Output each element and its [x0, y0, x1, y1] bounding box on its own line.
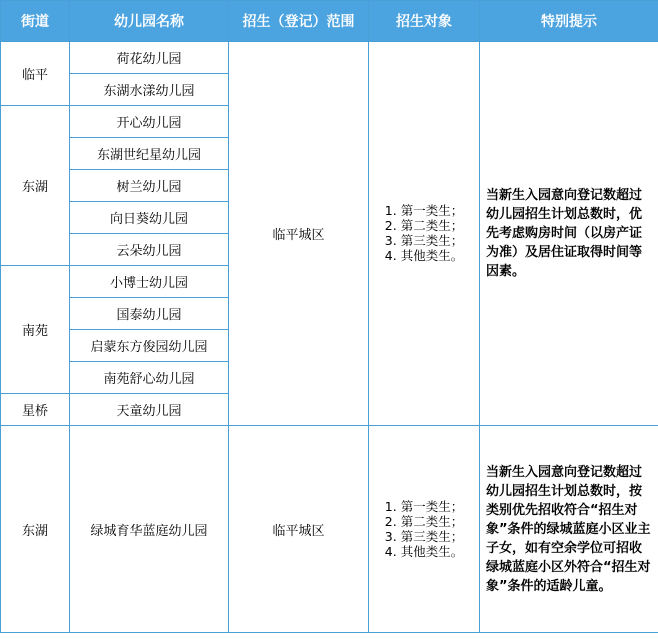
kindergarten-cell: 荷花幼儿园 [70, 42, 229, 74]
target-item: 2. 第二类生； [384, 218, 464, 233]
target-item: 4. 其他类生。 [384, 248, 464, 263]
target-item: 1. 第一类生； [384, 203, 464, 218]
kindergarten-cell: 国泰幼儿园 [70, 298, 229, 330]
header-row [1, 1, 658, 42]
header-kindergarten-name: 幼儿园名称 [70, 1, 229, 42]
scope-cell: 临平城区 [229, 42, 369, 426]
target-item: 3. 第三类生； [384, 233, 464, 248]
target-cell [369, 42, 480, 426]
target-item: 3. 第三类生； [384, 528, 464, 544]
target-cell [369, 426, 480, 633]
street-cell: 南苑 [1, 266, 70, 394]
target-item: 2. 第二类生； [384, 513, 464, 529]
scope-cell: 临平城区 [229, 426, 369, 633]
special-note-cell: 当新生入园意向登记数超过幼儿园招生计划总数时，优先考虑购房时间（以房产证为准）及居住证取得时间等因素。 [480, 42, 658, 426]
kindergarten-cell: 向日葵幼儿园 [70, 202, 229, 234]
header-street: 街道 [1, 1, 70, 42]
target-item: 1. 第一类生； [384, 498, 464, 514]
table-row [1, 42, 658, 74]
header-special-note: 特别提示 [480, 1, 658, 42]
kindergarten-cell: 树兰幼儿园 [70, 170, 229, 202]
kindergarten-cell: 云朵幼儿园 [70, 234, 229, 266]
target-list [385, 499, 463, 559]
header-enrollment-target: 招生对象 [369, 1, 480, 42]
target-list [385, 203, 463, 263]
header-enrollment-scope: 招生（登记）范围 [229, 1, 369, 42]
kindergarten-cell: 南苑舒心幼儿园 [70, 362, 229, 394]
kindergarten-cell: 天童幼儿园 [70, 394, 229, 426]
street-cell: 星桥 [1, 394, 70, 426]
kindergarten-cell: 东湖水漾幼儿园 [70, 74, 229, 106]
kindergarten-cell: 绿城育华蓝庭幼儿园 [70, 426, 229, 633]
kindergarten-cell: 东湖世纪星幼儿园 [70, 138, 229, 170]
kindergarten-cell: 开心幼儿园 [70, 106, 229, 138]
kindergarten-cell: 小博士幼儿园 [70, 266, 229, 298]
street-cell: 临平 [1, 42, 70, 106]
table-row [1, 426, 658, 633]
street-cell: 东湖 [1, 426, 70, 633]
street-cell: 东湖 [1, 106, 70, 266]
special-note-cell: 当新生入园意向登记数超过幼儿园招生计划总数时，按类别优先招收符合“招生对象”条件的绿城蓝庭小区业主子女，如有空余学位可招收绿城蓝庭小区外符合“招生对象”条件的适龄儿童。 [480, 426, 658, 633]
kindergarten-cell: 启蒙东方俊园幼儿园 [70, 330, 229, 362]
target-item: 4. 其他类生。 [384, 543, 464, 559]
